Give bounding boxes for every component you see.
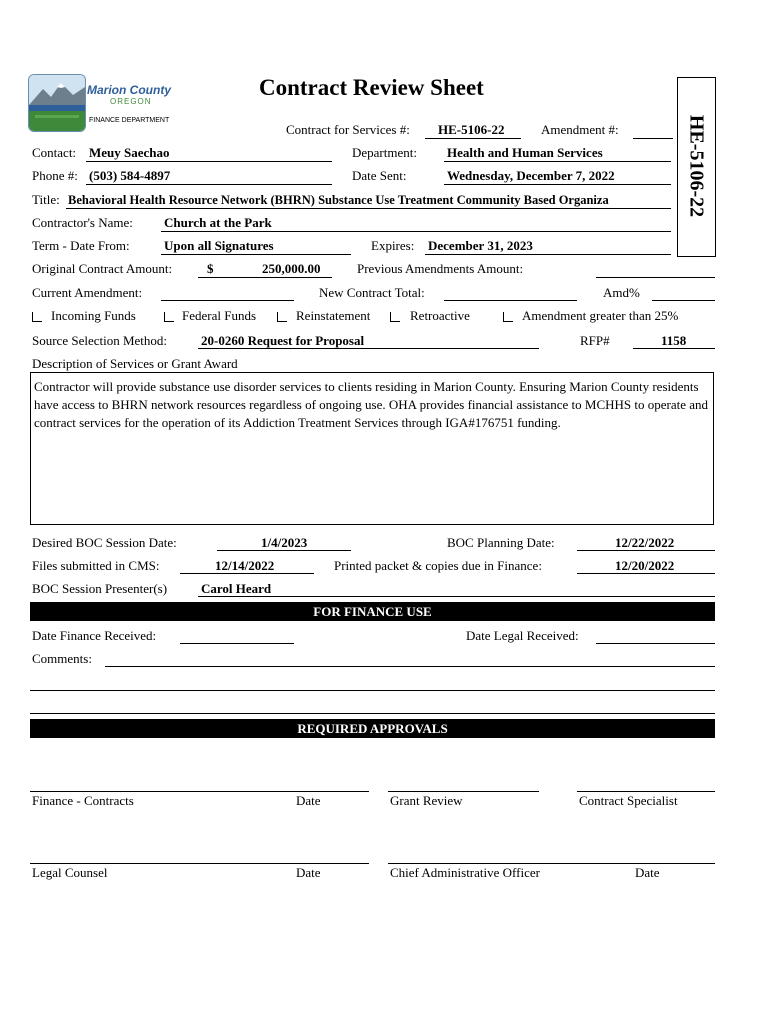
required-approvals-header: REQUIRED APPROVALS (30, 719, 715, 738)
finance-use-header: FOR FINANCE USE (30, 602, 715, 621)
finance-department-label: FINANCE DEPARTMENT (89, 117, 170, 124)
description-text[interactable]: Contractor will provide substance use disorder services to clients residing in Marion County. Ensuring Marion County residents have access to BHRN network resources regardless of ongoing use. OHA provides financial assistance to MCHHS to operate and contract services for the operation of its Addiction Treatment Services through IGA#176751 funding. (30, 372, 714, 525)
phone-value: (503) 584-4897 (89, 168, 171, 183)
amendment-25-label: Amendment greater than 25% (522, 308, 679, 323)
source-selection-label: Source Selection Method: (32, 333, 168, 348)
term-value: Upon all Signatures (164, 238, 274, 253)
new-total-field[interactable] (444, 300, 577, 301)
finance-contracts-label: Finance - Contracts (32, 793, 134, 808)
rfp-line (633, 348, 715, 349)
current-amendment-field[interactable] (161, 300, 294, 301)
presenter-line (198, 596, 715, 597)
expires-line (425, 254, 671, 255)
amendment-field[interactable] (633, 138, 673, 139)
contract-id-vertical: HE-5106-22 (685, 114, 708, 218)
cao-label: Chief Administrative Officer (390, 865, 540, 880)
previous-amendments-field[interactable] (596, 277, 715, 278)
original-amount-line (198, 277, 332, 278)
incoming-funds-checkbox[interactable] (32, 312, 42, 322)
rfp-label: RFP# (580, 333, 610, 348)
title-value: Behavioral Health Resource Network (BHRN) Substance Use Treatment Community Based Organiza (68, 193, 609, 207)
retroactive-checkbox[interactable] (390, 312, 400, 322)
org-name: Marion County (87, 83, 171, 97)
reinstatement-checkbox[interactable] (277, 312, 287, 322)
description-label: Description of Services or Grant Award (32, 356, 238, 371)
boc-planning-date-value: 12/22/2022 (615, 535, 675, 550)
expires-label: Expires: (371, 238, 415, 253)
contact-line (86, 161, 332, 162)
previous-amendments-label: Previous Amendments Amount: (357, 261, 524, 276)
comments-line-2[interactable] (30, 690, 715, 691)
department-line (444, 161, 671, 162)
title-line (66, 208, 671, 209)
contractor-label: Contractor's Name: (32, 215, 133, 230)
expires-value: December 31, 2023 (428, 238, 533, 253)
date-sent-label: Date Sent: (352, 168, 407, 183)
packet-due-label: Printed packet & copies due in Finance: (334, 558, 542, 573)
amendment-label: Amendment #: (541, 122, 619, 137)
term-label: Term - Date From: (32, 238, 130, 253)
boc-planning-date-line (577, 550, 715, 551)
current-amendment-label: Current Amendment: (32, 285, 143, 300)
marion-county-logo (28, 74, 86, 132)
boc-planning-date-label: BOC Planning Date: (447, 535, 555, 550)
contract-services-label: Contract for Services #: (286, 122, 410, 137)
phone-line (86, 184, 332, 185)
contract-services-line (425, 138, 521, 139)
legal-counsel-date-label: Date (296, 865, 321, 880)
grant-review-signature-line[interactable] (388, 791, 539, 792)
original-amount-currency: $ (207, 261, 214, 276)
amd-pct-label: Amd% (603, 285, 640, 300)
packet-due-line (577, 573, 715, 574)
federal-funds-label: Federal Funds (182, 308, 257, 323)
title-label: Title: (32, 192, 60, 207)
department-label: Department: (352, 145, 417, 160)
term-line (161, 254, 351, 255)
original-amount-value: 250,000.00 (262, 261, 321, 276)
incoming-funds-label: Incoming Funds (51, 308, 136, 323)
boc-session-date-line (217, 550, 351, 551)
contractor-value: Church at the Park (164, 215, 272, 230)
new-total-label: New Contract Total: (319, 285, 425, 300)
comments-field[interactable] (105, 666, 715, 667)
cao-date-label: Date (635, 865, 660, 880)
cao-signature-line[interactable] (388, 863, 715, 864)
federal-funds-checkbox[interactable] (164, 312, 174, 322)
original-amount-label: Original Contract Amount: (32, 261, 173, 276)
packet-due-value: 12/20/2022 (615, 558, 675, 573)
source-selection-line (198, 348, 539, 349)
contact-label: Contact: (32, 145, 77, 160)
date-legal-received-field[interactable] (596, 643, 715, 644)
presenter-label: BOC Session Presenter(s) (32, 581, 168, 596)
reinstatement-label: Reinstatement (296, 308, 371, 323)
contract-services-value: HE-5106-22 (438, 122, 505, 137)
amd-pct-field[interactable] (652, 300, 715, 301)
presenter-value: Carol Heard (201, 581, 272, 596)
comments-label: Comments: (32, 651, 92, 666)
retroactive-label: Retroactive (410, 308, 470, 323)
department-value: Health and Human Services (447, 145, 603, 160)
contract-specialist-signature-line[interactable] (577, 791, 715, 792)
cms-line (180, 573, 314, 574)
date-finance-received-field[interactable] (180, 643, 294, 644)
finance-contracts-signature-line[interactable] (30, 791, 369, 792)
date-legal-received-label: Date Legal Received: (466, 628, 579, 643)
date-sent-line (444, 184, 671, 185)
finance-contracts-date-label: Date (296, 793, 321, 808)
boc-session-date-label: Desired BOC Session Date: (32, 535, 177, 550)
mountain-logo-icon (29, 75, 85, 131)
page-title: Contract Review Sheet (259, 75, 484, 100)
amendment-25-checkbox[interactable] (503, 312, 513, 322)
phone-label: Phone #: (32, 168, 78, 183)
legal-counsel-label: Legal Counsel (32, 865, 108, 880)
date-sent-value: Wednesday, December 7, 2022 (447, 168, 615, 183)
contact-value: Meuy Saechao (89, 145, 170, 160)
source-selection-value: 20-0260 Request for Proposal (201, 333, 365, 348)
boc-session-date-value: 1/4/2023 (261, 535, 308, 550)
cms-label: Files submitted in CMS: (32, 558, 160, 573)
contractor-line (161, 231, 671, 232)
org-state: OREGON (110, 97, 152, 106)
date-finance-received-label: Date Finance Received: (32, 628, 157, 643)
cms-value: 12/14/2022 (215, 558, 275, 573)
legal-counsel-signature-line[interactable] (30, 863, 369, 864)
comments-line-3[interactable] (30, 713, 715, 714)
rfp-value: 1158 (661, 333, 687, 348)
grant-review-label: Grant Review (390, 793, 463, 808)
contract-specialist-label: Contract Specialist (579, 793, 678, 808)
